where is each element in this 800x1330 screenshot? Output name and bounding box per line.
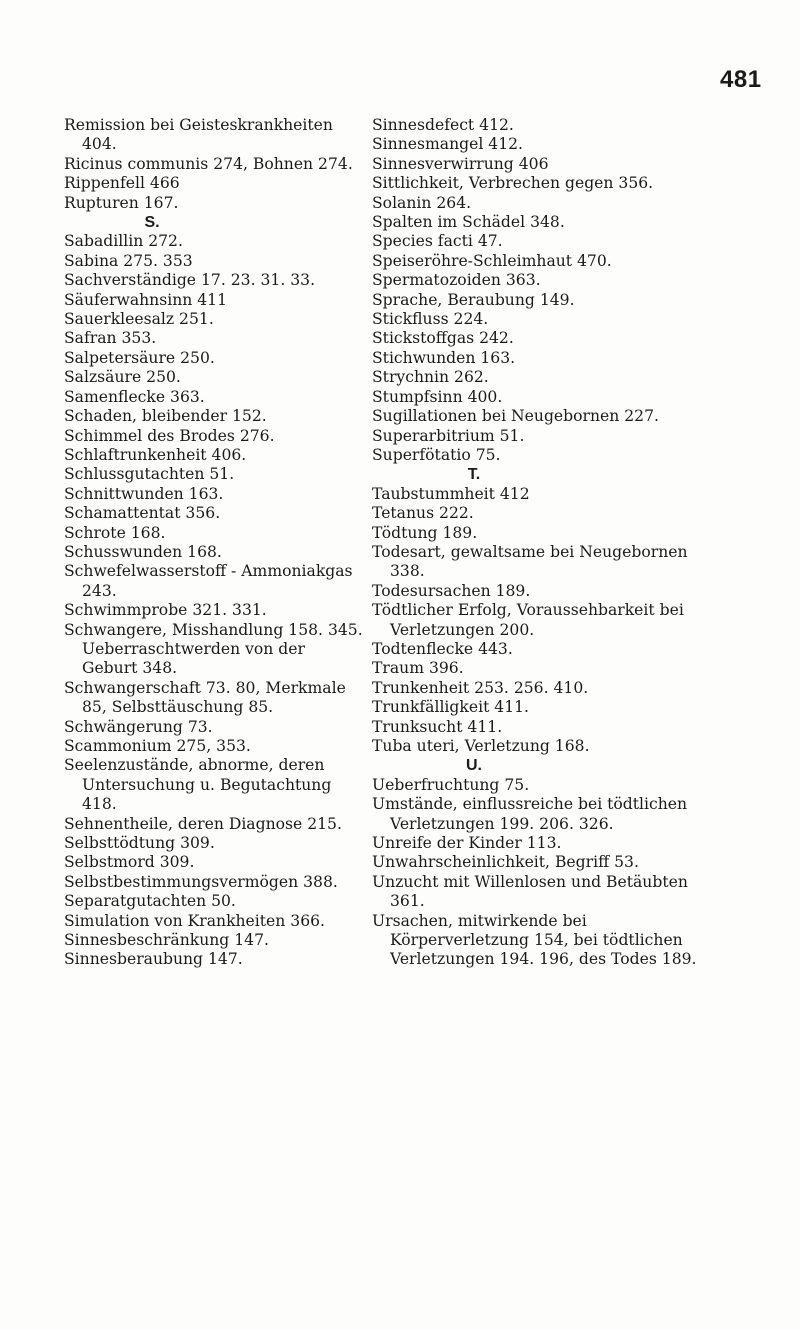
index-entry: Schwängerung 73. xyxy=(64,717,213,736)
index-entry: Simulation von Krankheiten 366. xyxy=(64,911,325,930)
index-entry: Taubstummheit 412 xyxy=(372,484,530,503)
index-entry: Sinnesmangel 412. xyxy=(372,135,523,154)
index-entry: Stickstoffgas 242. xyxy=(372,329,514,348)
index-entry: Sinnesberaubung 147. xyxy=(64,950,243,969)
index-column-left xyxy=(64,116,364,970)
index-entry: Selbstmord 309. xyxy=(64,853,195,872)
index-entry: Sprache, Beraubung 149. xyxy=(372,290,575,309)
index-entry: Sabadillin 272. xyxy=(64,232,183,251)
index-entry: Schrote 168. xyxy=(64,523,166,542)
index-entry: Trunksucht 411. xyxy=(372,717,503,736)
index-entry: Schwimmprobe 321. 331. xyxy=(64,601,267,620)
index-entry: Separatgutachten 50. xyxy=(64,892,236,911)
index-entry: Samenflecke 363. xyxy=(64,387,205,406)
index-entry: Schwangere, Misshandlung 158. 345. Ueberraschtwerden von der Geburt 348. xyxy=(64,620,363,678)
index-entry: Schaden, bleibender 152. xyxy=(64,407,267,426)
index-entry: Todesart, gewaltsame bei Neugebornen 338. xyxy=(372,542,688,581)
entries-u xyxy=(372,776,718,970)
index-entry: Schwefelwasserstoff - Ammoniakgas 243. xyxy=(64,562,353,600)
index-entry: Säuferwahnsinn 411 xyxy=(64,290,228,309)
index-entry: Schwangerschaft 73. 80, Merkmale 85, Selbsttäuschung 85. xyxy=(64,678,346,717)
index-entry: Schlussgutachten 51. xyxy=(64,465,235,484)
index-entry: Schlaftrunkenheit 406. xyxy=(64,445,247,464)
index-entry: Tödtung 189. xyxy=(372,523,478,542)
index-entry: Spermatozoiden 363. xyxy=(372,271,541,290)
index-entry: Trunkfälligkeit 411. xyxy=(372,698,530,717)
index-entry: Solanin 264. xyxy=(372,193,472,212)
index-entry: Todtenflecke 443. xyxy=(372,639,513,658)
index-entry: Traum 396. xyxy=(372,659,464,678)
index-entry: Todesursachen 189. xyxy=(372,581,531,600)
index-entry: Sachverständige 17. 23. 31. 33. xyxy=(64,271,316,290)
section-heading-t: T. xyxy=(467,466,481,484)
entries-s xyxy=(64,232,364,969)
index-entry: Superfötatio 75. xyxy=(372,445,501,464)
index-entry: Salzsäure 250. xyxy=(64,368,181,387)
index-entry: Species facti 47. xyxy=(372,232,503,251)
index-entry: Tetanus 222. xyxy=(372,504,474,523)
index-entry: Safran 353. xyxy=(64,329,157,348)
index-entry: Sinnesverwirrung 406 xyxy=(372,154,549,173)
index-entry: Ursachen, mitwirkende bei Körperverletzung 154, bei tödtlichen Verletzungen 194. 196, des Todes 189. xyxy=(372,911,697,969)
index-entry: Sauerkleesalz 251. xyxy=(64,310,214,329)
index-entry: Unwahrscheinlichkeit, Begriff 53. xyxy=(372,853,639,872)
entries-t xyxy=(372,485,718,757)
section-heading-u: U. xyxy=(466,757,482,775)
index-entry: Schamattentat 356. xyxy=(64,504,221,523)
index-entry: Rupturen 167. xyxy=(64,193,179,212)
index-entry: Selbstbestimmungsvermögen 388. xyxy=(64,872,338,891)
index-entry: Stumpfsinn 400. xyxy=(372,387,503,406)
section-heading-s: S. xyxy=(144,214,160,232)
index-entry: Sehnentheile, deren Diagnose 215. xyxy=(64,814,342,833)
index-entry: Tödtlicher Erfolg, Voraussehbarkeit bei Verletzungen 200. xyxy=(372,601,684,639)
entries-r xyxy=(64,116,364,213)
index-entry: Sinnesdefect 412. xyxy=(372,116,514,134)
index-entry: Umstände, einflussreiche bei tödtlichen Verletzungen 199. 206. 326. xyxy=(372,795,688,833)
index-entry: Stichwunden 163. xyxy=(372,348,516,367)
index-entry: Stickfluss 224. xyxy=(372,310,489,329)
index-entry: Unzucht mit Willenlosen und Betäubten 361. xyxy=(372,872,688,911)
index-entry: Superarbitrium 51. xyxy=(372,426,525,445)
index-entry: Selbsttödtung 309. xyxy=(64,834,215,853)
index-entry: Spalten im Schädel 348. xyxy=(372,213,565,232)
index-entry: Unreife der Kinder 113. xyxy=(372,834,562,853)
index-entry: Schusswunden 168. xyxy=(64,542,222,561)
index-entry: Remission bei Geisteskrankheiten 404. xyxy=(64,116,333,154)
index-entry: Speiseröhre-Schleimhaut 470. xyxy=(372,251,612,270)
index-entry: Trunkenheit 253. 256. 410. xyxy=(372,678,589,697)
index-entry: Strychnin 262. xyxy=(372,368,489,387)
index-entry: Sinnesbeschränkung 147. xyxy=(64,931,269,950)
index-entry: Schimmel des Brodes 276. xyxy=(64,426,275,445)
index-entry: Sabina 275. 353 xyxy=(64,251,193,270)
entries-s-continued xyxy=(372,116,718,465)
index-entry: Salpetersäure 250. xyxy=(64,348,215,367)
index-entry: Seelenzustände, abnorme, deren Untersuchung u. Begutachtung 418. xyxy=(64,756,332,814)
index-entry: Sittlichkeit, Verbrechen gegen 356. xyxy=(372,174,654,193)
index-entry: Ueberfruchtung 75. xyxy=(372,775,530,794)
index-entry: Rippenfell 466 xyxy=(64,174,180,193)
index-entry: Tuba uteri, Verletzung 168. xyxy=(372,737,590,755)
index-column-right xyxy=(372,116,718,970)
index-entry: Schnittwunden 163. xyxy=(64,484,224,503)
page-number: 481 xyxy=(720,66,762,93)
index-entry: Ricinus communis 274, Bohnen 274. xyxy=(64,154,353,173)
index-entry: Sugillationen bei Neugebornen 227. xyxy=(372,407,659,426)
index-entry: Scammonium 275, 353. xyxy=(64,737,251,755)
